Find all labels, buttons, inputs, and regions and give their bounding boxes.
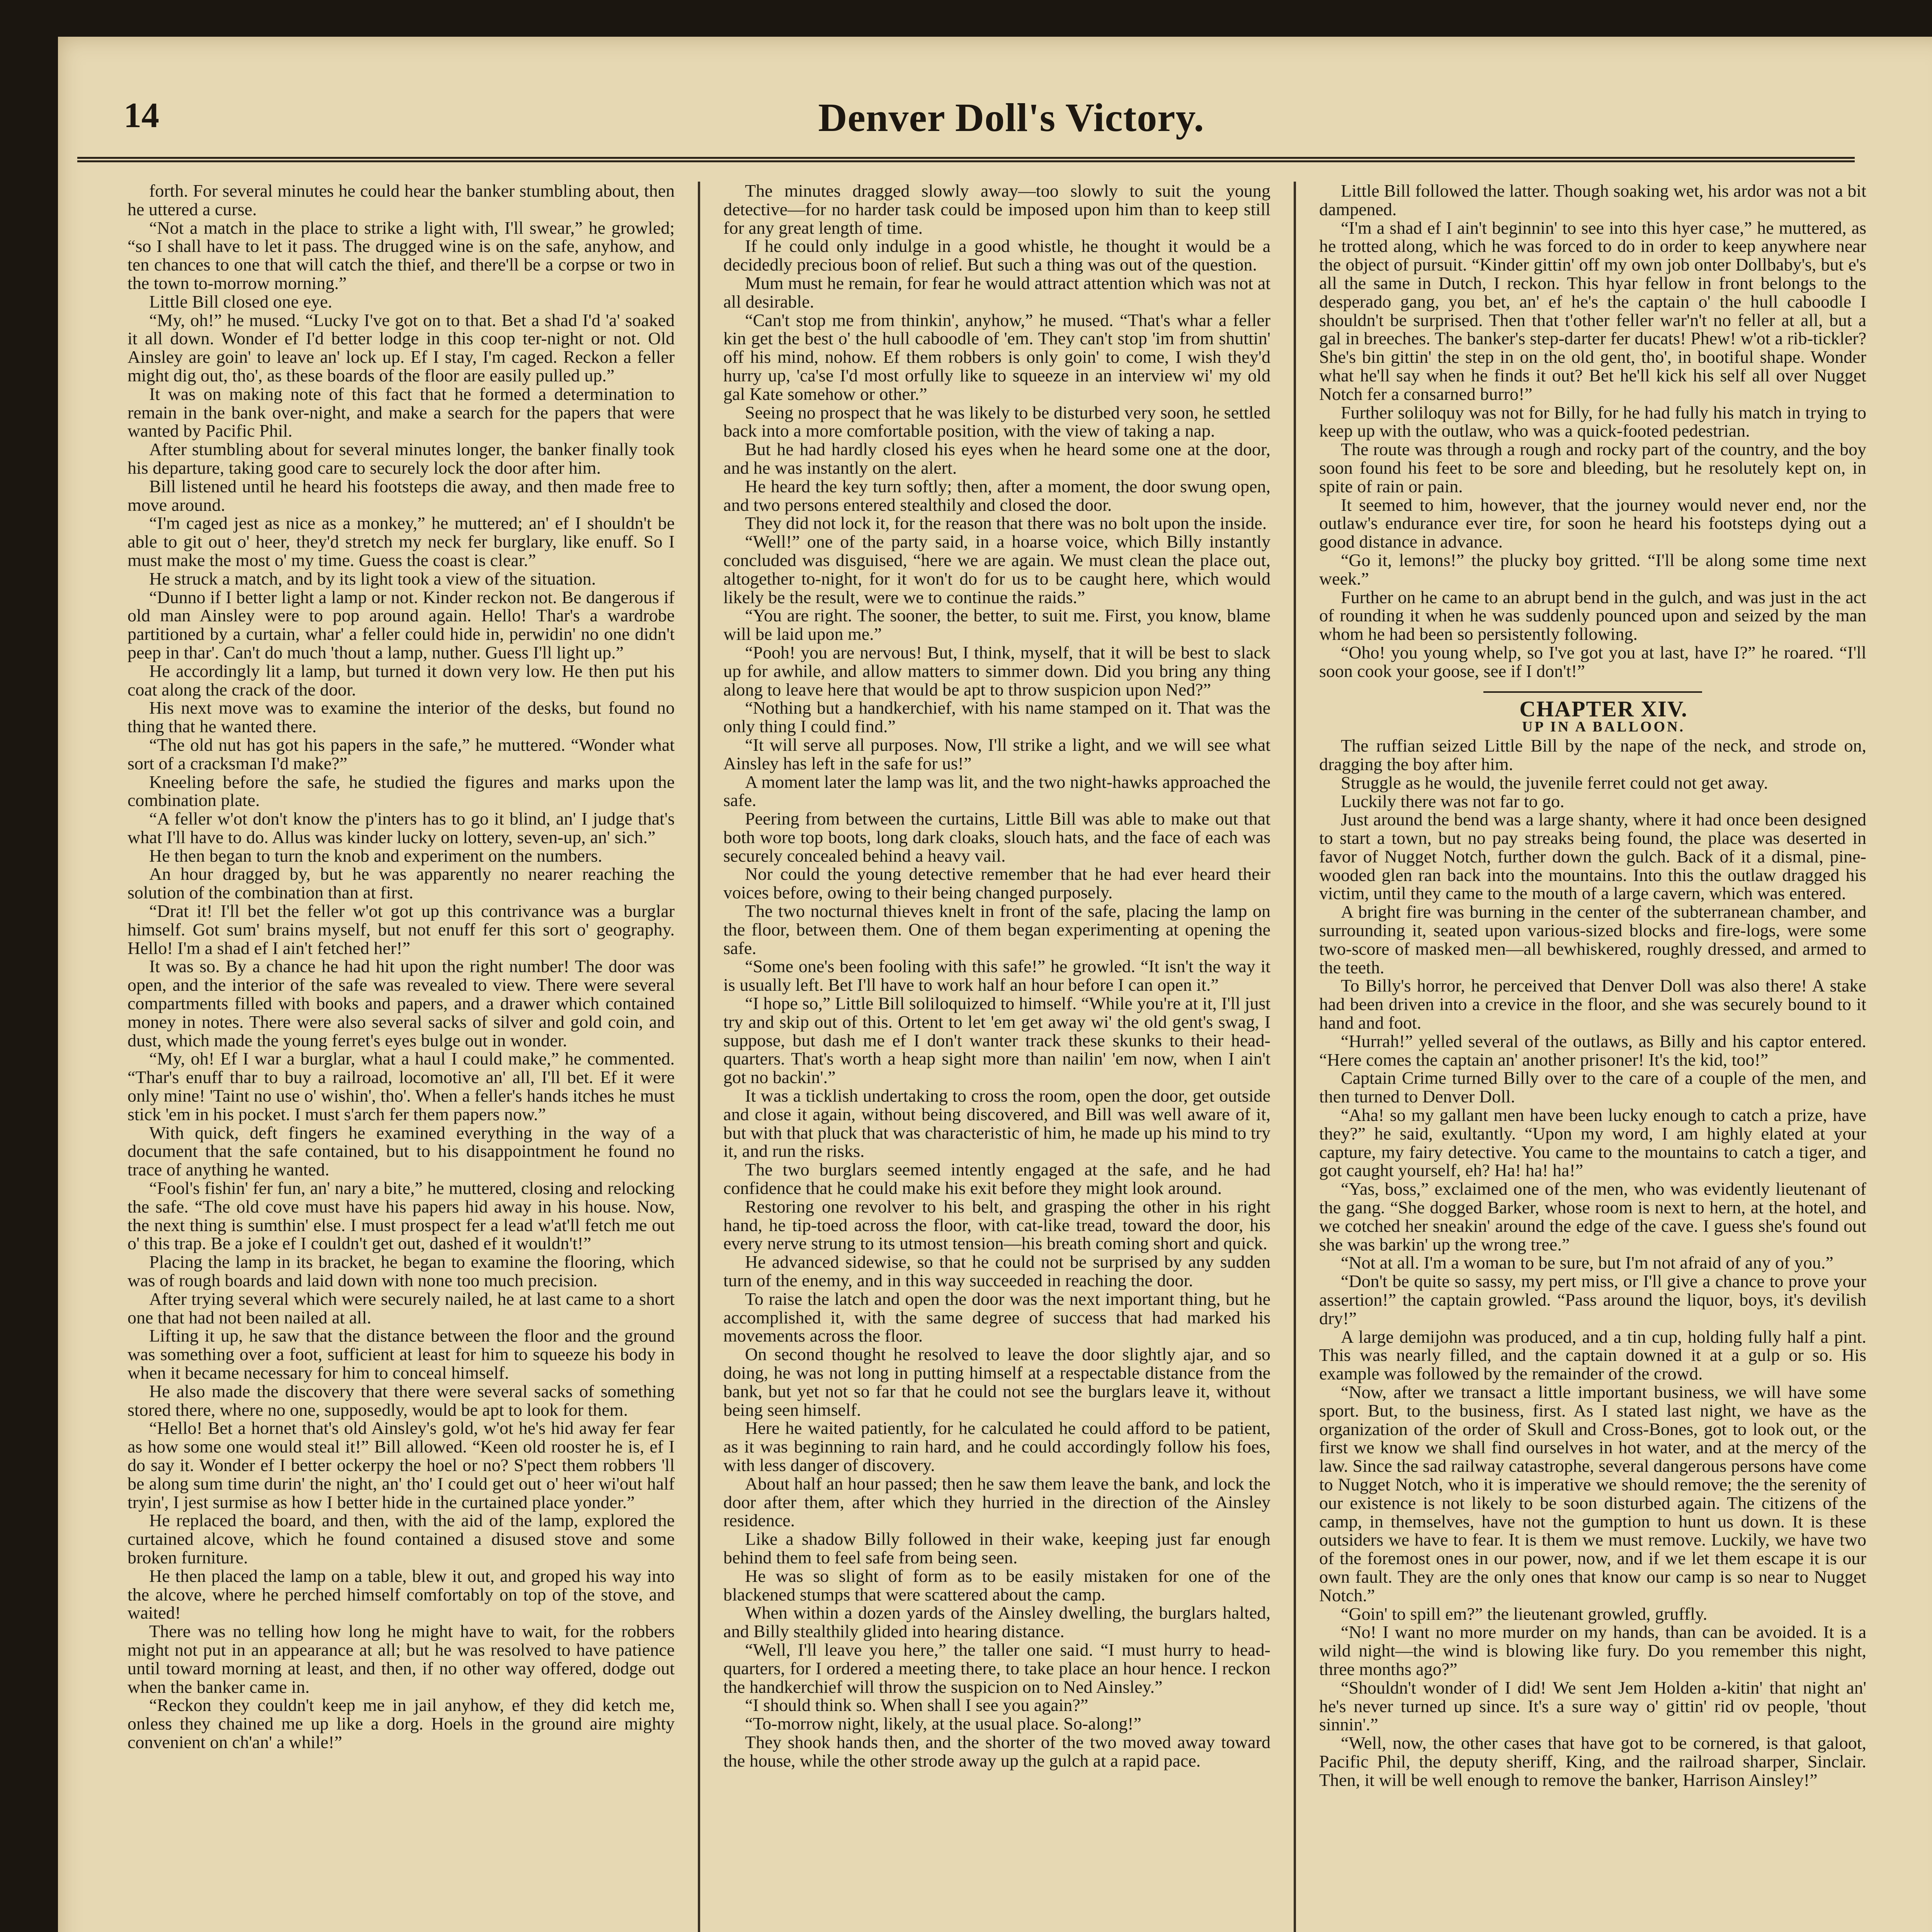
paragraph: It was a ticklish undertaking to cross the room, open the door, get outside and close it again, without being discovered, and Bill was well aware of it, but with that pluck that was characteristic of him, he made up his mind to try it, and run the risks. <box>723 1086 1270 1161</box>
paragraph: “I'm caged jest as nice as a monkey,” he muttered; an' ef I shouldn't be able to git out o' heer, they'd stretch my neck fer burglary, like enuff. So I must make the most o' my time. Guess the coast is clear.” <box>128 513 675 570</box>
column-rule <box>1294 182 1296 1932</box>
paragraph: “Dunno if I better light a lamp or not. Kinder reckon not. Be dangerous if old man Ainsley were to pop around again. Hello! Thar's a wardrobe partitioned by a curtain, whar' a feller could hide in, perwidin' no one didn't peep in thar'. Can't do much 'thout a lamp, nuther. Guess I'll light up.” <box>128 587 675 662</box>
paragraph: The ruffian seized Little Bill by the nape of the neck, and strode on, dragging the boy after him. <box>1319 736 1866 774</box>
paragraph: He heard the key turn softly; then, after a moment, the door swung open, and two persons entered stealthily and closed the door. <box>723 476 1270 515</box>
paragraph: Bill listened until he heard his footsteps die away, and then made free to move around. <box>128 476 675 515</box>
chapter-title: UP IN A BALLOON. <box>1522 719 1685 735</box>
paragraph: “Don't be quite so sassy, my pert miss, or I'll give a chance to prove your assertion!” the captain growled. “Pass around the liquor, boys, it's devilish dry!” <box>1319 1271 1866 1328</box>
paragraph: He then began to turn the knob and experiment on the numbers. <box>149 845 602 866</box>
paragraph: Captain Crime turned Billy over to the care of a couple of the men, and then turned to Denver Doll. <box>1319 1068 1866 1107</box>
paragraph: Placing the lamp in its bracket, he began to examine the flooring, which was of rough boards and laid down with none too much precision. <box>128 1252 675 1291</box>
paragraph: Restoring one revolver to his belt, and grasping the other in his right hand, he tip-toed across the floor, with cat-like tread, toward the door, his every nerve strung to its utmost tension—his breath coming short and quick. <box>723 1196 1270 1253</box>
paragraph: He advanced sidewise, so that he could not be surprised by any sudden turn of the enemy, and in this way succeeded in reaching the door. <box>723 1252 1270 1291</box>
paragraph: “Oho! you young whelp, so I've got you at last, have I?” he roared. “I'll soon cook your goose, see if I don't!” <box>1319 642 1866 681</box>
page-number: 14 <box>124 95 159 135</box>
paragraph: “Fool's fishin' fer fun, an' nary a bite,” he muttered, closing and relocking the safe. “The old cove must have his papers hid away in his house. Now, the next thing is sumthin' else. I must prospect fer a lead w'at'll fetch me out o' this trap. Be a joke ef I couldn't get out, dashed ef it wouldn't!” <box>128 1178 675 1253</box>
text-columns <box>128 182 1866 1932</box>
paragraph: With quick, deft fingers he examined everything in the way of a document that the safe contained, but to his disappointment he found no trace of anything he wanted. <box>128 1122 675 1180</box>
paragraph: forth. For several minutes he could hear the banker stumbling about, then he uttered a curse. <box>128 182 675 219</box>
chapter-divider <box>1483 691 1702 693</box>
paragraph: “Yas, boss,” exclaimed one of the men, who was evidently lieutenant of the gang. “She dogged Barker, whose room is next to hern, at the hotel, and we cotched her sneakin' around the edge of the cave. I guess she's found out she was barkin' up the wrong tree.” <box>1319 1179 1866 1254</box>
paragraph: “Well, I'll leave you here,” the taller one said. “I must hurry to head-quarters, for I ordered a meeting there, to take place an hour hence. I reckon the handkerchief will throw the suspicion on to Ned Ainsley.” <box>723 1639 1270 1697</box>
paragraph: The two burglars seemed intently engaged at the safe, and he had confidence that he could make his exit before they might look around. <box>723 1160 1270 1198</box>
paragraph: But he had hardly closed his eyes when he heard some one at the door, and he was instantly on the alert. <box>723 439 1270 478</box>
paragraph: “I should think so. When shall I see you again?” <box>745 1695 1088 1715</box>
paragraph: Peering from between the curtains, Little Bill was able to make out that both wore top boots, long dark cloaks, slouch hats, and the face of each was securely concealed behind a heavy vail. <box>723 809 1270 866</box>
paragraph: Little Bill followed the latter. Though soaking wet, his ardor was not a bit dampened. <box>1319 182 1866 219</box>
paragraph: Nor could the young detective remember that he had ever heard their voices before, owing to their being changed purposely. <box>723 864 1270 903</box>
paragraph: The two nocturnal thieves knelt in front of the safe, placing the lamp on the floor, between them. One of them began experimenting at opening the safe. <box>723 901 1270 958</box>
chapter-heading: CHAPTER XIV. <box>1519 696 1688 721</box>
paragraph: The route was through a rough and rocky part of the country, and the boy soon found his feet to be sore and bleeding, but he resolutely kept on, in spite of rain or pain. <box>1319 439 1866 496</box>
paragraph: Struggle as he would, the juvenile ferret could not get away. <box>1341 772 1768 793</box>
paragraph: Lifting it up, he saw that the distance between the floor and the ground was something over a foot, sufficient at least for him to squeeze his body in when it became necessary for him to conceal himself. <box>128 1326 675 1383</box>
text-column-1 <box>128 182 675 1932</box>
paragraph: They did not lock it, for the reason that there was no bolt upon the inside. <box>745 513 1267 533</box>
paragraph: “You are right. The sooner, the better, to suit me. First, you know, blame will be laid upon me.” <box>723 605 1270 644</box>
paragraph: Here he waited patiently, for he calculated he could afford to be patient, as it was beginning to rain hard, and he could accordingly follow his foes, with less danger of discovery. <box>723 1418 1270 1475</box>
paragraph: A large demijohn was produced, and a tin cup, holding fully half a pint. This was nearly filled, and the captain downed it at a gulp or so. His example was followed by the remainder of the crowd. <box>1319 1327 1866 1384</box>
paragraph: It seemed to him, however, that the journey would never end, nor the outlaw's endurance ever tire, for soon he heard his footsteps dying out a good distance in advance. <box>1319 495 1866 552</box>
paragraph: “No! I want no more murder on my hands, than can be avoided. It is a wild night—the wind is blowing like fury. Do you remember this night, three months ago?” <box>1319 1622 1866 1679</box>
paragraph: He then placed the lamp on a table, blew it out, and groped his way into the alcove, where he perched himself comfortably on top of the stove, and waited! <box>128 1566 675 1623</box>
paragraph: Seeing no prospect that he was likely to be disturbed very soon, he settled back into a more comfortable position, with the view of taking a nap. <box>723 402 1270 441</box>
paragraph: About half an hour passed; then he saw them leave the bank, and lock the door after them, after which they hurried in the direction of the Ainsley residence. <box>723 1473 1270 1531</box>
paragraph: Mum must he remain, for fear he would attract attention which was not at all desirable. <box>723 273 1270 311</box>
paragraph: “Some one's been fooling with this safe!” he growled. “It isn't the way it is usually left. Bet I'll have to work half an hour before I can open it.” <box>723 956 1270 995</box>
paragraph: Just around the bend was a large shanty, where it had once been designed to start a town, but no pay streaks being found, the place was deserted in favor of Nugget Notch, further down the gulch. Back of it a dismal, pine-wooded glen ran back into the mountains. Into this the outlaw dragged his victim, until they came to the mouth of a large cavern, which was entered. <box>1319 810 1866 903</box>
paragraph: “To-morrow night, likely, at the usual place. So-along!” <box>745 1714 1141 1734</box>
paragraph: If he could only indulge in a good whistle, he thought it would be a decidedly precious boon of relief. But such a thing was out of the question. <box>723 236 1270 275</box>
paragraph: “Well!” one of the party said, in a hoarse voice, which Billy instantly concluded was disguised, “here we are again. We must clean the place out, altogether to-night, for it won't do for us to be caught here, which would likely be the result, were we to continue the raids.” <box>723 532 1270 607</box>
paragraph: It was on making note of this fact that he formed a determination to remain in the bank over-night, and make a search for the papers that were wanted by Pacific Phil. <box>128 384 675 441</box>
column-rule <box>698 182 700 1932</box>
text-column-2 <box>723 182 1270 1932</box>
paragraph: “Hurrah!” yelled several of the outlaws, as Billy and his captor entered. “Here comes the captain an' another prisoner! It's the kid, too!” <box>1319 1031 1866 1070</box>
paragraph: “The old nut has got his papers in the safe,” he muttered. “Wonder what sort of a cracksman I'd make?” <box>128 735 675 773</box>
paragraph: He also made the discovery that there were several sacks of something stored there, where no one, supposedly, would be apt to look for them. <box>128 1381 675 1420</box>
paragraph: “Nothing but a handkerchief, with his name stamped on it. That was the only thing I could find.” <box>723 698 1270 736</box>
paragraph: “Drat it! I'll bet the feller w'ot got up this contrivance was a burglar himself. Got sum' brains myself, but not enuff fer this sort o' geography. Hello! I'm a shad ef I ain't fetched her!” <box>128 901 675 958</box>
paragraph: “My, oh! Ef I war a burglar, what a haul I could make,” he commented. “Thar's enuff thar to buy a railroad, locomotive an' all, I'll bet. Ef it were only mine! 'Taint no use o' wishin', tho'. When a feller's hands itches he must stick 'em in his pocket. I must s'arch fer them papers now.” <box>128 1049 675 1124</box>
text-column-3 <box>1319 182 1866 1932</box>
paragraph: “It will serve all purposes. Now, I'll strike a light, and we will see what Ainsley has left in the safe for us!” <box>723 735 1270 773</box>
running-title: Denver Doll's Victory. <box>818 95 1204 140</box>
paragraph: “Pooh! you are nervous! But, I think, myself, that it will be best to slack up for awhile, and allow matters to simmer down. Did you bring any thing along to leave here that would be apt to throw suspicion upon Ned?” <box>723 642 1270 699</box>
paragraph: “Can't stop me from thinkin', anyhow,” he mused. “That's whar a feller kin get the best o' the hull caboodle of 'em. They can't stop 'im from shuttin' off his mind, nohow. Ef them robbers is only goin' to come, I wish they'd hurry up, 'ca'se I'd most orfully like to squeeze in an interview wi' my old gal Kate somehow or other.” <box>723 310 1270 404</box>
paragraph: He was so slight of form as to be easily mistaken for one of the blackened stumps that were scattered about the camp. <box>723 1566 1270 1604</box>
paragraph: “Not a match in the place to strike a light with, I'll swear,” he growled; “so I shall have to let it pass. The drugged wine is on the safe, anyhow, and ten chances to one that will catch the thief, and there'll be a corpse or two in the town to-morrow morning.” <box>128 218 675 293</box>
paragraph: They shook hands then, and the shorter of the two moved away toward the house, while the other strode away up the gulch at a rapid pace. <box>723 1732 1270 1770</box>
paragraph: After trying several which were securely nailed, he at last came to a short one that had not been nailed at all. <box>128 1289 675 1327</box>
paragraph: Kneeling before the safe, he studied the figures and marks upon the combination plate. <box>128 772 675 810</box>
paragraph: An hour dragged by, but he was apparently no nearer reaching the solution of the combination than at first. <box>128 864 675 903</box>
paragraph: “A feller w'ot don't know the p'inters has to go it blind, an' I judge that's what I'll have to do. Allus was kinder lucky on lottery, seven-up, an' sich.” <box>128 809 675 847</box>
paragraph: Like a shadow Billy followed in their wake, keeping just far enough behind them to feel safe from being seen. <box>723 1529 1270 1567</box>
paragraph: A moment later the lamp was lit, and the two night-hawks approached the safe. <box>723 772 1270 810</box>
paragraph: “My, oh!” he mused. “Lucky I've got on to that. Bet a shad I'd 'a' soaked it all down. Wonder ef I'd better lodge in this coop ter-night or not. Old Ainsley are goin' to leave an' lock up. Ef I stay, I'm caged. Reckon a feller might dig out, tho', as these boards of the floor are easily pulled up.” <box>128 310 675 385</box>
paragraph: “Not at all. I'm a woman to be sure, but I'm not afraid of any of you.” <box>1341 1253 1833 1273</box>
paragraph: Further on he came to an abrupt bend in the gulch, and was just in the act of rounding it when he was suddenly pounced upon and seized by the man whom he had been so persistently following. <box>1319 587 1866 644</box>
paragraph: The minutes dragged slowly away—too slowly to suit the young detective—for no harder task could be imposed upon him than to keep still for any great length of time. <box>723 182 1270 238</box>
paragraph: To Billy's horror, he perceived that Denver Doll was also there! A stake had been driven into a crevice in the floor, and she was securely bound to it hand and foot. <box>1319 976 1866 1033</box>
paragraph: It was so. By a chance he had hit upon the right number! The door was open, and the interior of the safe was revealed to view. There were several compartments filled with books and papers, and a drawer which contained money in notes. There were also several sacks of silver and gold coin, and dust, which made the young ferret's eyes bulge out in wonder. <box>128 956 675 1050</box>
paragraph: His next move was to examine the interior of the desks, but found no thing that he wanted there. <box>128 698 675 736</box>
paragraph: To raise the latch and open the door was the next important thing, but he accomplished it, with the same degree of success that had marked his movements across the floor. <box>723 1289 1270 1346</box>
paragraph: Little Bill closed one eye. <box>149 291 332 311</box>
paragraph: When within a dozen yards of the Ainsley dwelling, the burglars halted, and Billy stealthily glided into hearing distance. <box>723 1603 1270 1641</box>
paragraph: He struck a match, and by its light took a view of the situation. <box>149 568 596 588</box>
paragraph: “Reckon they couldn't keep me in jail anyhow, ef they did ketch me, onless they chained me up like a dorg. Hoels in the ground aire mighty convenient on ch'an' a while!” <box>128 1695 675 1752</box>
paragraph: After stumbling about for several minutes longer, the banker finally took his departure, taking good care to securely lock the door after him. <box>128 439 675 478</box>
paragraph: He replaced the board, and then, with the aid of the lamp, explored the curtained alcove, which he found contained a disused stove and some broken furniture. <box>128 1510 675 1567</box>
paragraph: On second thought he resolved to leave the door slightly ajar, and so doing, he was not long in putting himself at a respectable distance from the bank, but yet not so far that he could not see the burglars leave it, without being seen himself. <box>723 1344 1270 1420</box>
column-3-text-before-chapter <box>1319 182 1866 680</box>
paragraph: “Go it, lemons!” the plucky boy gritted. “I'll be along some time next week.” <box>1319 550 1866 588</box>
paragraph: Luckily there was not far to go. <box>1341 791 1565 811</box>
paragraph: “Well, now, the other cases that have got to be cornered, is that galoot, Pacific Phil, the deputy sheriff, King, and the railroad sharper, Sinclair. Then, it will be well enough to remove the banker, Harrison Ainsley!” <box>1319 1733 1866 1790</box>
paragraph: A bright fire was burning in the center of the subterranean chamber, and surrounding it, seated upon various-sized blocks and fire-logs, were some two-score of masked men—all bewhiskered, roughly dressed, and armed to the teeth. <box>1319 902 1866 977</box>
paragraph: Further soliloquy was not for Billy, for he had fully his match in trying to keep up with the outlaw, who was a quick-footed pedestrian. <box>1319 402 1866 441</box>
paragraph: “Hello! Bet a hornet that's old Ainsley's gold, w'ot he's hid away fer fear as how some one would steal it!” Bill allowed. “Keen old rooster he is, ef I do say it. Wonder ef I better ockerpy the hoel or no? S'pect them robbers 'll be along sum time durin' the night, an' tho' I could get out o' heer wi'out half tryin', I jest surmise as how I better hide in the curtained place yonder.” <box>128 1418 675 1512</box>
paragraph: “Now, after we transact a little important business, we will have some sport. But, to the business, first. As I stated last night, we have as the organization of the order of Skull and Cross-Bones, got to look out, or the first we know we shall find ourselves in hot water, and at the mercy of the law. Since the sad railway catastrophe, several dangerous persons have come to Nugget Notch, who it is imperative we should remove; the the serenity of our existence is not likely to be soon disturbed again. The citizens of the camp, in themselves, have not the gumption to hunt us down. It is these outsiders we have to fear. It is them we must remove. Luckily, we have two of the foremost ones in our power, now, and if we let them escape it is our own fault. They are the only ones that know our camp is so near to Nugget Notch.” <box>1319 1382 1866 1605</box>
paragraph: “Aha! so my gallant men have been lucky enough to catch a prize, have they?” he said, exultantly. “Upon my word, I am highly elated at your capture, my fairy detective. You came to the mountains to catch a tiger, and got caught yourself, eh? Ha! ha! ha!” <box>1319 1105 1866 1180</box>
paragraph: “Goin' to spill em?” the lieutenant growled, gruffly. <box>1341 1604 1708 1624</box>
paragraph: There was no telling how long he might have to wait, for the robbers might not put in an appearance at all; but he was resolved to have patience until toward morning at least, and then, if no other way offered, dodge out when the banker came in. <box>128 1621 675 1697</box>
paragraph: “Shouldn't wonder of I did! We sent Jem Holden a-kitin' that night an' he's never turned up since. It's a sure way o' gittin' rid ov people, 'thout sinnin'.” <box>1319 1677 1866 1735</box>
paragraph: He accordingly lit a lamp, but turned it down very low. He then put his coat along the crack of the door. <box>128 661 675 699</box>
paragraph: “I'm a shad ef I ain't beginnin' to see into this hyer case,” he muttered, as he trotted along, which he was forced to do in order to keep anywhere near the object of pursuit. “Kinder gittin' off my own job onter Dollbaby's, but e's all the same in Dutch, I reckon. This hyar fellow in front belongs to the desperado gang, you bet, an' ef he's the captain o' the hull caboodle I shouldn't be surprised. Then that t'other feller war'n't no feller at all, but a gal in breeches. The banker's step-darter fer ducats! Phew! w'ot a rib-tickler? She's bin gittin' the step in on the old gent, tho', in bootiful shape. Wonder what he'll say when he finds it out? Bet he'll kick his self all over Nugget Notch fer a consarned burro!” <box>1319 218 1866 404</box>
paragraph: “I hope so,” Little Bill soliloquized to himself. “While you're at it, I'll just try and skip out of this. Ortent to let 'em get away wi' the old gent's swag, I suppose, but dash me ef I don't wanter track these skunks to their head-quarters. That's worth a heap sight more than nailin' 'em now, when I ain't got no backin'.” <box>723 993 1270 1087</box>
column-3-text-after-chapter <box>1319 736 1866 1789</box>
